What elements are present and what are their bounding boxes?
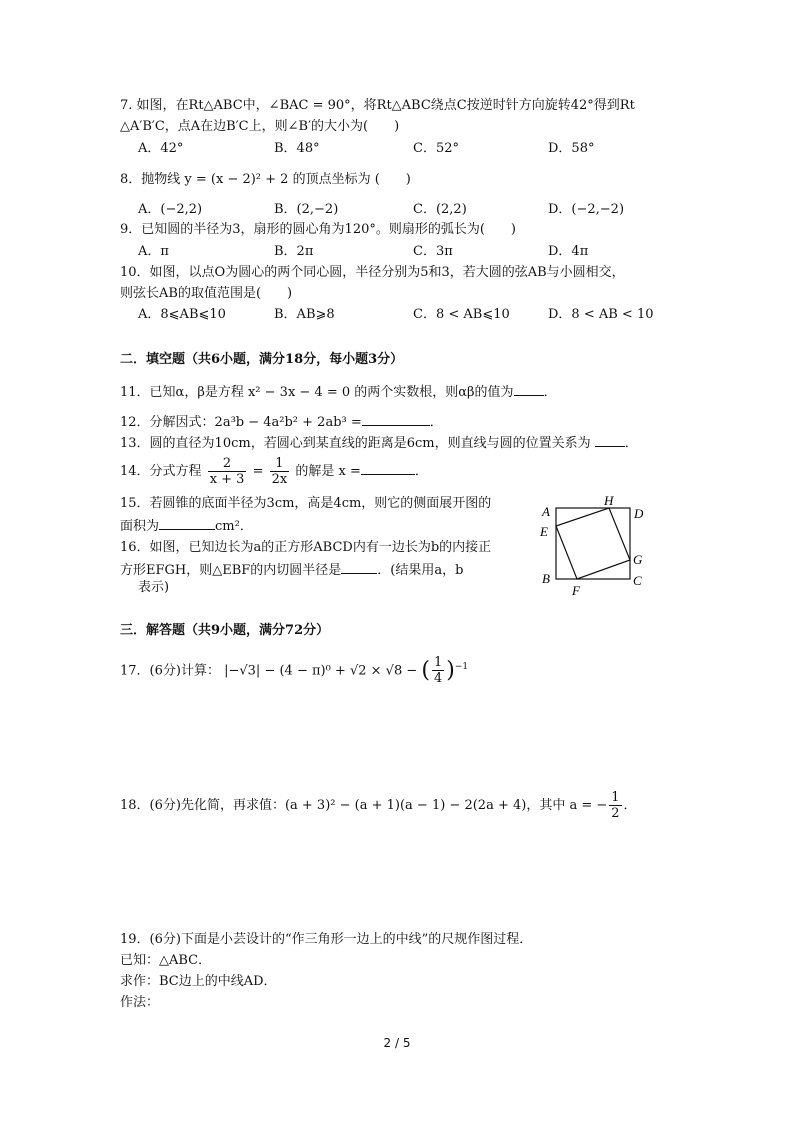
q11-answer-blank[interactable] xyxy=(514,381,544,396)
q14-suffix: 的解是 x = xyxy=(295,464,361,479)
q9-option-a: A．π xyxy=(138,244,169,259)
q18-fraction xyxy=(609,790,621,821)
q14: 14．分式方程 $\frac{2}{x + 3}$ = $\frac{1}{2x}$ 的解是 x = ． xyxy=(120,456,428,487)
q8-option-d: D．(−2,−2) xyxy=(548,202,625,217)
q17-frac-numerator: 1 xyxy=(433,655,443,671)
q10-option-d: D．8 < AB < 10 xyxy=(548,307,654,322)
q12-answer-blank[interactable] xyxy=(362,411,430,426)
q10-option-c: C．8 < AB⩽10 xyxy=(413,307,510,322)
q7-line2: △A′B′C，点A在边B′C上，则∠B′的大小为( ) xyxy=(120,119,400,134)
square-figure xyxy=(536,494,656,598)
q16-answer-blank[interactable] xyxy=(341,559,377,574)
q9-text: 9．已知圆的半径为3，扇形的圆心角为120°。则扇形的弧长为( ) xyxy=(120,222,516,237)
q7-option-c: C．52° xyxy=(413,141,459,156)
label-d: D xyxy=(634,506,644,521)
q10-option-b: B．AB⩾8 xyxy=(274,307,335,322)
label-b: B xyxy=(542,571,550,586)
q18-frac-numerator: 1 xyxy=(611,790,620,805)
q17: 17．(6分)计算： |−√3| − (4 − π)⁰ + √2 × √8 − ( $\frac{1}{4}$ )$^{-1}$ xyxy=(120,655,469,687)
label-g: G xyxy=(633,552,643,567)
q12: 12．分解因式：2a³b − 4a²b² + 2ab³ = ． xyxy=(120,411,443,432)
q14-answer-blank[interactable] xyxy=(361,460,415,475)
q14-prefix: 14．分式方程 xyxy=(120,464,202,479)
q8-option-b: B．(2,−2) xyxy=(274,202,339,217)
q19-line3: 求作：BC边上的中线AD． xyxy=(120,974,277,989)
q8-option-a: A．(−2,2) xyxy=(138,202,203,217)
q14-frac2-numerator: 1 xyxy=(270,456,290,472)
q9-option-c: C．3π xyxy=(413,244,453,259)
q11: 11．已知α，β是方程 x² − 3x − 4 = 0 的两个实数根，则αβ的值为 ． xyxy=(120,381,557,402)
label-h: H xyxy=(604,494,614,508)
section-heading-fill-in: 二．填空题（共6小题，满分18分，每小题3分） xyxy=(120,352,404,367)
q15-line2-suffix: cm²． xyxy=(215,519,253,534)
q13: 13．圆的直径为10cm，若圆心到某直线的距离是6cm，则直线与圆的位置关系为 ． xyxy=(120,432,638,453)
square-abcd xyxy=(556,508,630,579)
q16-line1: 16．如图，已知边长为a的正方形ABCD内有一边长为b的内接正 xyxy=(120,540,492,555)
q17-prefix: 17．(6分)计算： xyxy=(120,663,220,679)
q14-equals: = xyxy=(252,464,264,479)
q14-frac1-numerator: 2 xyxy=(208,456,247,472)
q14-fraction-2 xyxy=(270,456,290,487)
q8-text: 8．抛物线 y = (x − 2)² + 2 的顶点坐标为 ( ) xyxy=(120,172,411,187)
q19-line1: 19．(6分)下面是小芸设计的“作三角形一边上的中线”的尺规作图过程． xyxy=(120,932,533,947)
q18 xyxy=(120,790,637,821)
label-f: F xyxy=(572,583,580,598)
q7-option-b: B．48° xyxy=(274,141,320,156)
q13-text: 13．圆的直径为10cm，若圆心到某直线的距离是6cm，则直线与圆的位置关系为 xyxy=(120,436,591,451)
q8-option-c: C．(2,2) xyxy=(413,202,467,217)
q18-suffix: ． xyxy=(623,798,637,813)
q7-option-a: A．42° xyxy=(138,141,184,156)
q16-line2-suffix: ．(结果用a，b xyxy=(377,563,464,578)
q14-frac1-denominator: x + 3 xyxy=(209,472,245,487)
q19-line4: 作法： xyxy=(120,995,160,1010)
q17-fraction xyxy=(432,655,444,686)
q17-frac-denominator: 4 xyxy=(433,671,443,687)
q7-line1: 7. 如图，在Rt△ABC中，∠BAC = 90°，将Rt△ABC绕点C按逆时针方向旋转42°得到Rt xyxy=(120,98,635,113)
q16-line2 xyxy=(120,559,463,580)
label-e: E xyxy=(540,524,548,539)
q15-line1: 15．若圆锥的底面半径为3cm，高是4cm，则它的侧面展开图的 xyxy=(120,496,492,511)
q9-option-d: D．4π xyxy=(548,244,589,259)
q15-line2-prefix: 面积为 xyxy=(120,519,160,534)
q14-fraction-1 xyxy=(208,456,247,487)
label-a: A xyxy=(542,504,550,519)
q10-line1: 10．如图，以点O为圆心的两个同心圆，半径分别为5和3，若大圆的弦AB与小圆相交， xyxy=(120,265,625,280)
q18-prefix: 18．(6分)先化简，再求值：(a + 3)² − (a + 1)(a − 1) − 2(2a + 4)，其中 a = − xyxy=(120,798,608,813)
q15-line2 xyxy=(120,515,253,536)
square-efgh xyxy=(556,508,630,579)
q10-option-a: A．8⩽AB⩽10 xyxy=(138,307,226,322)
q13-answer-blank[interactable] xyxy=(595,432,625,447)
page-number: 2 / 5 xyxy=(383,1036,411,1050)
q14-frac2-denominator: 2x xyxy=(271,472,288,487)
q18-frac-denominator: 2 xyxy=(611,806,620,821)
q10-line2: 则弦长AB的取值范围是( ) xyxy=(120,286,293,301)
q11-text: 11．已知α，β是方程 x² − 3x − 4 = 0 的两个实数根，则αβ的值为 xyxy=(120,385,514,400)
q16-line3: 表示) xyxy=(138,580,170,595)
q19-line2: 已知：△ABC． xyxy=(120,953,212,968)
q9-option-b: B．2π xyxy=(274,244,314,259)
q17-expression: |−√3| − (4 − π)⁰ + √2 × √8 − xyxy=(224,663,418,679)
q15-answer-blank[interactable] xyxy=(159,515,215,530)
q7-option-d: D．58° xyxy=(548,141,595,156)
q12-text: 12．分解因式：2a³b − 4a²b² + 2ab³ = xyxy=(120,415,362,430)
section-heading-solve: 三．解答题（共9小题，满分72分） xyxy=(120,623,330,638)
label-c: C xyxy=(633,573,642,588)
q17-exponent: −1 xyxy=(454,662,469,672)
q16-line2-prefix: 方形EFGH，则△EBF的内切圆半径是 xyxy=(120,563,342,578)
